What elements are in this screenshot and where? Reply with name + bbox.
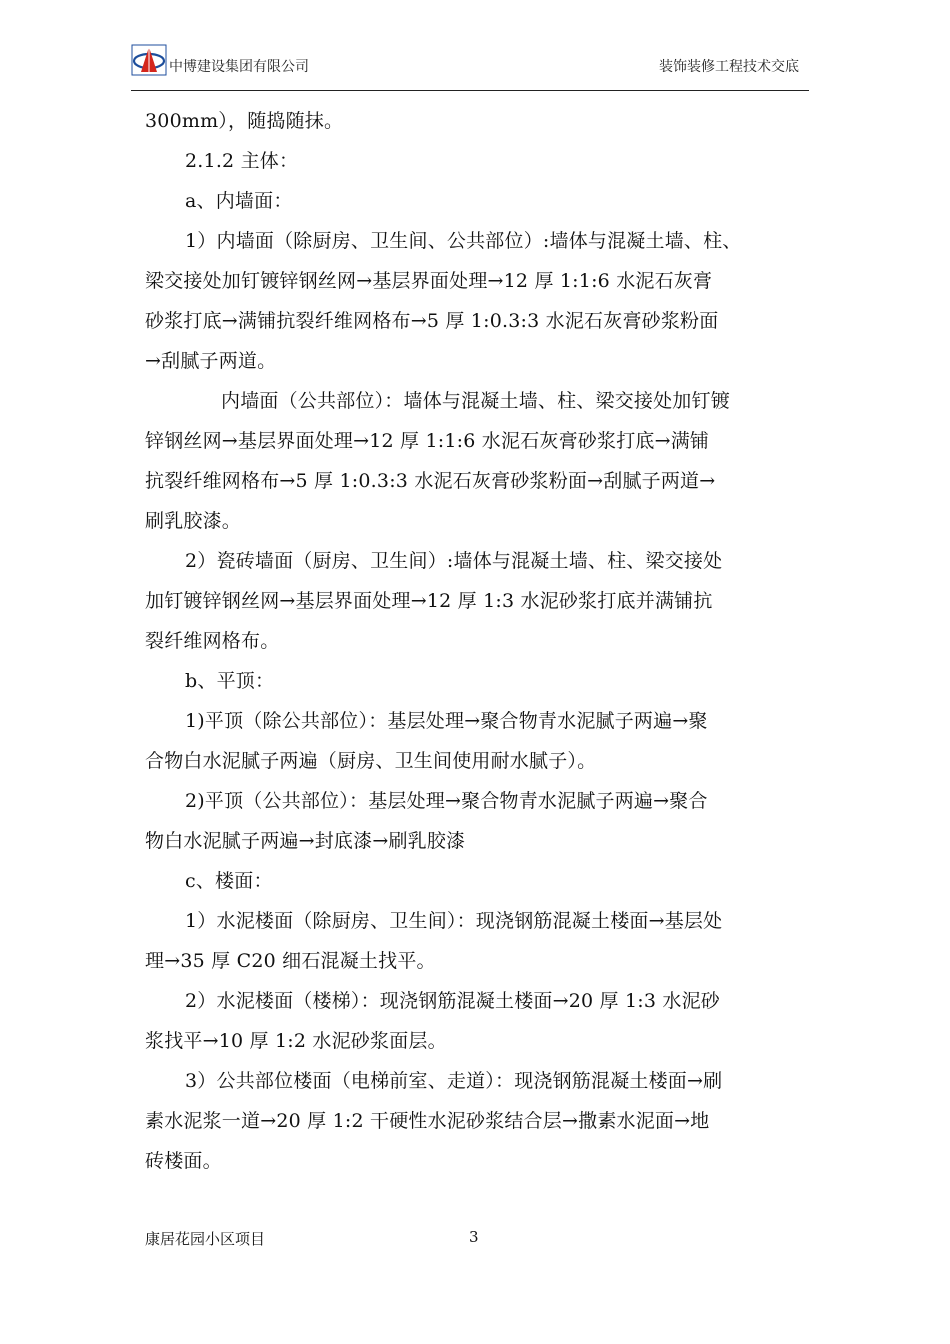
text-line: 梁交接处加钉镀锌钢丝网→基层界面处理→12 厚 1:1:6 水泥石灰膏 [145,270,713,292]
text-line: 1）内墙面（除厨房、卫生间、公共部位）:墙体与混凝土墙、柱、 [185,230,742,252]
text-line: 砖楼面。 [145,1150,222,1172]
project-name: 康居花园小区项目 [145,1230,266,1248]
text-line: →刮腻子两道。 [145,350,277,372]
subsection-heading: c、楼面： [185,870,273,892]
text-line: 刷乳胶漆。 [145,510,242,532]
text-line: 2）瓷砖墙面（厨房、卫生间）:墙体与混凝土墙、柱、梁交接处 [185,550,723,572]
text-line: 1)平顶（除公共部位）：基层处理→聚合物青水泥腻子两遍→聚 [185,710,708,732]
text-line: 2)平顶（公共部位）：基层处理→聚合物青水泥腻子两遍→聚合 [185,790,708,812]
subsection-heading: b、平顶： [185,670,275,692]
text-line: 砂浆打底→满铺抗裂纤维网格布→5 厚 1:0.3:3 水泥石灰膏砂浆粉面 [145,310,719,332]
page-footer [145,1228,815,1252]
text-line: 锌钢丝网→基层界面处理→12 厚 1:1:6 水泥石灰膏砂浆打底→满铺 [145,430,710,452]
text-line: 浆找平→10 厚 1:2 水泥砂浆面层。 [145,1030,447,1052]
header-divider [131,90,809,91]
document-title: 装饰装修工程技术交底 [659,59,799,75]
text-line: 内墙面（公共部位）：墙体与混凝土墙、柱、梁交接处加钉镀 [221,390,730,412]
document-body [145,101,815,1181]
text-line: 抗裂纤维网格布→5 厚 1:0.3:3 水泥石灰膏砂浆粉面→刮腻子两道→ [145,470,716,492]
text-line: 素水泥浆一道→20 厚 1:2 干硬性水泥砂浆结合层→撒素水泥面→地 [145,1110,710,1132]
text-line: 物白水泥腻子两遍→封底漆→刷乳胶漆 [145,830,466,852]
text-line: 300mm），随捣随抹。 [145,110,344,132]
text-line: 2）水泥楼面（楼梯）：现浇钢筋混凝土楼面→20 厚 1:3 水泥砂 [185,990,720,1012]
text-line: 合物白水泥腻子两遍（厨房、卫生间使用耐水腻子）。 [145,750,597,772]
company-name: 中博建设集团有限公司 [169,59,309,75]
page-header [131,40,809,90]
text-line: 3）公共部位楼面（电梯前室、走道）：现浇钢筋混凝土楼面→刷 [185,1070,723,1092]
text-line: 理→35 厚 C20 细石混凝土找平。 [145,950,436,972]
page-number: 3 [469,1228,479,1246]
company-logo-icon [131,44,167,76]
subsection-heading: a、内墙面： [185,190,293,212]
text-line: 加钉镀锌钢丝网→基层界面处理→12 厚 1:3 水泥砂浆打底并满铺抗 [145,590,713,612]
text-line: 1）水泥楼面（除厨房、卫生间）：现浇钢筋混凝土楼面→基层处 [185,910,723,932]
text-line: 裂纤维网格布。 [145,630,280,652]
section-heading: 2.1.2 主体： [185,150,299,172]
